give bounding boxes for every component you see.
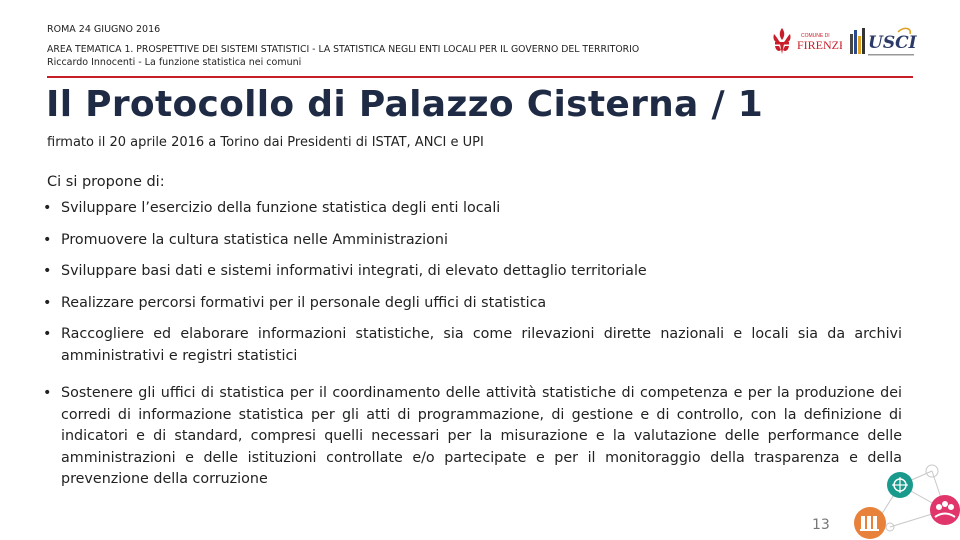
list-item: • Sostenere gli uffici di statistica per il coordinamento delle attività statistiche di competenza e per la produzione dei corredi di informazione statistica per gli atti di programmazione, di gestione e di controllo, con la definizione di indicatori e di standard, compresi quelli necessari per la misurazione e la valutazione delle performance delle amministrazioni e delle istituzioni controllate e/o partecipate e per il monitoraggio della trasparenza e della prevenzione della corruzione	[43, 385, 902, 487]
firenze-logo	[770, 24, 842, 60]
page-subtitle: firmato il 20 aprile 2016 a Torino dai Presidenti di ISTAT, ANCI e UPI	[47, 135, 484, 150]
header-author: Riccardo Innocenti - La funzione statistica nei comuni	[47, 57, 302, 68]
page-number: 13	[812, 517, 830, 533]
header-area: AREA TEMATICA 1. PROSPETTIVE DEI SISTEMI STATISTICI - LA STATISTICA NEGLI ENTI LOCALI PER IL GOVERNO DEL TERRITORIO	[47, 44, 640, 55]
firenze-label: FIRENZE	[797, 38, 842, 52]
header-divider	[47, 76, 913, 78]
list-item: • Raccogliere ed elaborare informazioni statistiche, sia come rilevazioni dirette nazionali e locali sia da archivi amministrativi e registri statistici	[43, 326, 902, 364]
list-item: • Realizzare percorsi formativi per il personale degli uffici di statistica	[43, 294, 547, 311]
intro-text: Ci si propone di:	[47, 174, 165, 190]
usci-logo	[848, 24, 918, 60]
fleur-de-lis-icon	[773, 28, 790, 54]
list-item: • Sviluppare l’esercizio della funzione statistica degli enti locali	[43, 200, 501, 216]
usci-label: USCI	[868, 33, 917, 53]
list-item: • Promuovere la cultura statistica nelle Amministrazioni	[43, 231, 448, 248]
bullet-list	[43, 198, 902, 501]
page-title: Il Protocollo di Palazzo Cisterna / 1	[46, 84, 764, 125]
network-pink-icon	[930, 495, 960, 525]
firenze-small-label: COMUNE DI	[801, 33, 830, 39]
network-teal-icon	[887, 472, 913, 498]
header-date: ROMA 24 GIUGNO 2016	[47, 24, 161, 35]
list-item: • Sviluppare basi dati e sistemi informativi integrati, di elevato dettaglio territoriale	[43, 263, 647, 279]
network-orange-icon	[852, 505, 888, 540]
